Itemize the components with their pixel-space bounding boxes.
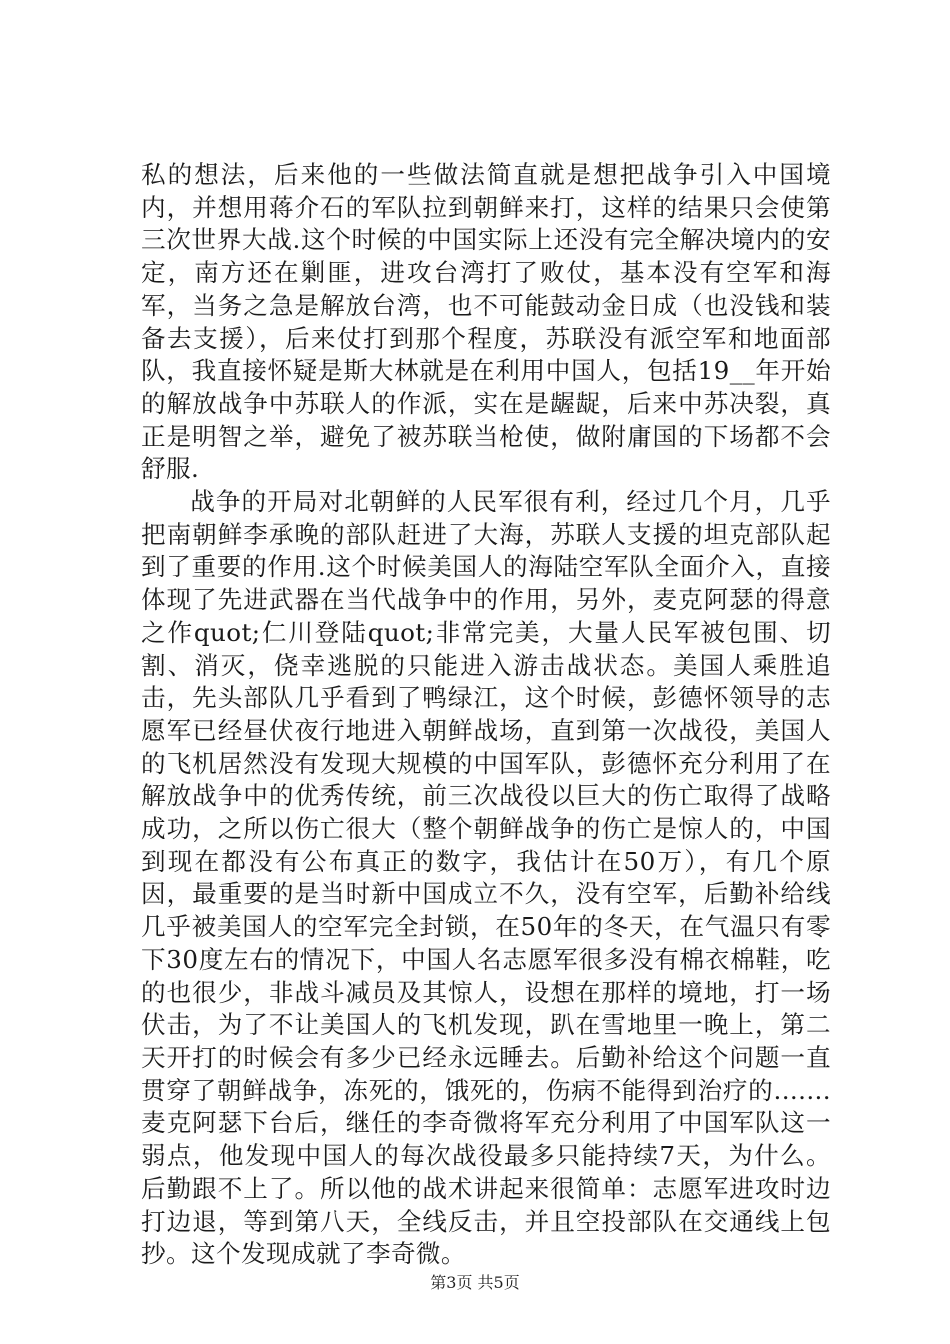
body-text — [141, 159, 831, 1271]
page-number: 第3页 共5页 — [430, 1273, 520, 1292]
page-footer — [0, 1273, 950, 1293]
paragraph-1: 私的想法，后来他的一些做法简直就是想把战争引入中国境内，并想用蒋介石的军队拉到朝鲜来打，这样的结果只会使第三次世界大战.这个时候的中国实际上还没有完全解决境内的安定，南方还在剿匪，进攻台湾打了败仗，基本没有空军和海军，当务之急是解放台湾，也不可能鼓动金日成（也没钱和装备去支援），后来仗打到那个程度，苏联没有派空军和地面部队，我直接怀疑是斯大林就是在利用中国人，包括19__年开始的解放战争中苏联人的作派，实在是龌龊，后来中苏决裂，真正是明智之举，避免了被苏联当枪使，做附庸国的下场都不会舒服. — [141, 160, 831, 484]
paragraph-2: 战争的开局对北朝鲜的人民军很有利，经过几个月，几乎把南朝鲜李承晚的部队赶进了大海，苏联人支援的坦克部队起到了重要的作用.这个时候美国人的海陆空军队全面介入，直接体现了先进武器在当代战争中的作用，另外，麦克阿瑟的得意之作quot;仁川登陆quot;非常完美，大量人民军被包围、切割、消灭，侥幸逃脱的只能进入游击战状态。美国人乘胜追击，先头部队几乎看到了鸭绿江，这个时候，彭德怀领导的志愿军已经昼伏夜行地进入朝鲜战场，直到第一次战役，美国人的飞机居然没有发现大规模的中国军队，彭德怀充分利用了在解放战争中的优秀传统，前三次战役以巨大的伤亡取得了战略成功，之所以伤亡很大（整个朝鲜战争的伤亡是惊人的，中国到现在都没有公布真正的数字，我估计在50万），有几个原因，最重要的是当时新中国成立不久，没有空军，后勤补给线几乎被美国人的空军完全封锁，在50年的冬天，在气温只有零下30度左右的情况下，中国人名志愿军很多没有棉衣棉鞋，吃的也很少，非战斗减员及其惊人，设想在那样的境地，打一场伏击，为了不让美国人的飞机发现，趴在雪地里一晚上，第二天开打的时候会有多少已经永远睡去。后勤补给这个问题一直贯穿了朝鲜战争，冻死的，饿死的，伤病不能得到治疗的.......麦克阿瑟下台后，继任的李奇微将军充分利用了中国军队这一弱点，他发现中国人的每次战役最多只能持续7天，为什么。后勤跟不上了。所以他的战术讲起来很简单：志愿军进攻时边打边退，等到第八天，全线反击，并且空投部队在交通线上包抄。这个发现成就了李奇微。 — [141, 487, 831, 1269]
